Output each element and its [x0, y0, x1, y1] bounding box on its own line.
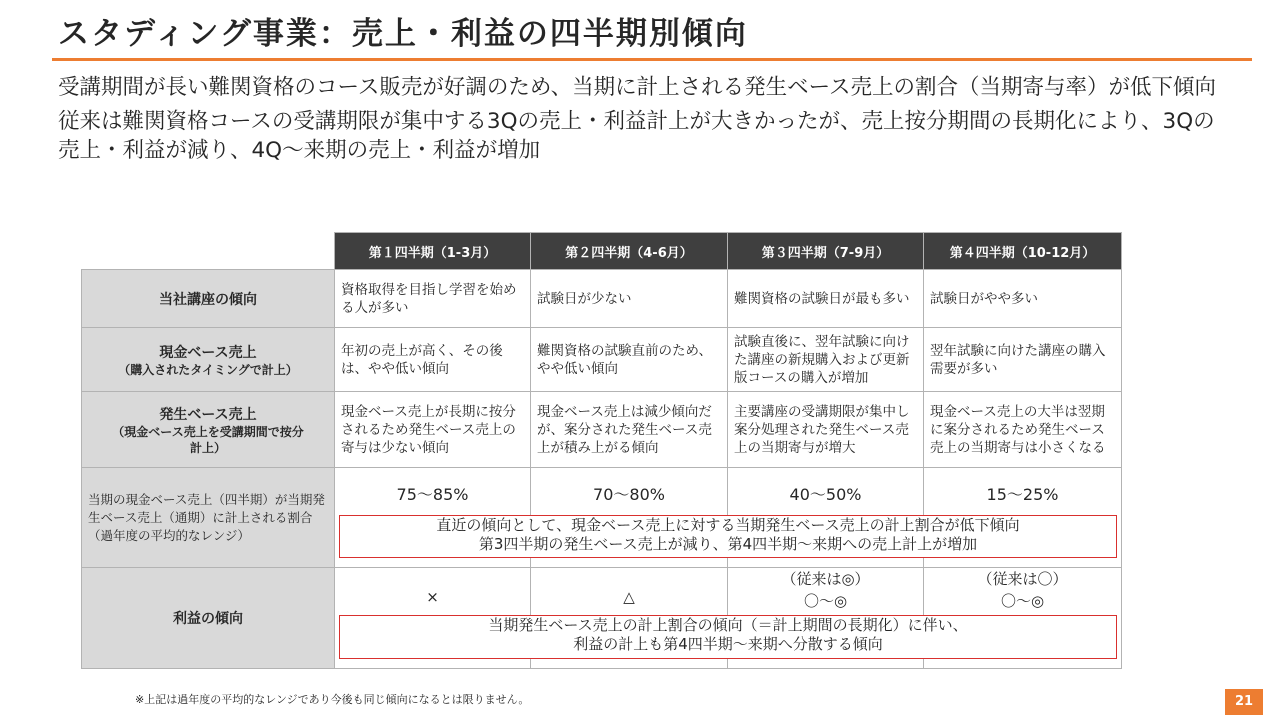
title-divider	[52, 58, 1252, 61]
row-label-accrual-title: 発生ベース売上	[159, 406, 257, 423]
column-header-q1: 第１四半期（1-3月）	[335, 233, 531, 270]
cash-q2: 難関資格の試験直前のため、やや低い傾向	[531, 328, 728, 392]
cash-q3: 試験直後に、翌年試験に向けた講座の新規購入および更新版コースの購入が増加	[728, 328, 924, 392]
table-row	[82, 328, 1122, 392]
cash-q1: 年初の売上が高く、その後は、やや低い傾向	[335, 328, 531, 392]
quarterly-trend-table	[81, 232, 1122, 669]
ratio-q1: 75～85%	[335, 468, 531, 568]
ratio-callout	[339, 515, 1117, 558]
cash-q4: 翌年試験に向けた講座の購入需要が多い	[924, 328, 1122, 392]
summary-text	[58, 73, 1228, 170]
table-row	[82, 270, 1122, 328]
profit-callout-line-1: 当期発生ベース売上の計上割合の傾向（＝計上期間の長期化）に伴い、	[488, 616, 968, 634]
page-title: スタディング事業：売上・利益の四半期別傾向	[58, 16, 748, 52]
profit-q1: ×	[335, 568, 531, 669]
table-row	[82, 392, 1122, 468]
profit-q4-previous: （従来は〇）	[977, 570, 1068, 588]
accrual-q2: 現金ベース売上は減少傾向だが、案分された発生ベース売上が積み上がる傾向	[531, 392, 728, 468]
profit-callout	[339, 615, 1117, 659]
trend-q3: 難関資格の試験日が最も多い	[728, 270, 924, 328]
column-header-q3: 第３四半期（7-9月）	[728, 233, 924, 270]
accrual-q4: 現金ベース売上の大半は翌期に案分されるため発生ベース売上の当期寄与は小さくなる	[924, 392, 1122, 468]
row-label-cash-sub: （購入されたタイミングで計上）	[118, 362, 298, 377]
ratio-q3: 40～50%	[728, 468, 924, 568]
ratio-q2: 70～80%	[531, 468, 728, 568]
summary-paragraph-1: 受講期間が長い難関資格のコース販売が好調のため、当期に計上される発生ベース売上の割合（当期寄与率）が低下傾向	[58, 75, 1216, 100]
ratio-callout-line-2: 第3四半期の発生ベース売上が減り、第4四半期～来期への売上計上が増加	[478, 535, 978, 553]
column-header-q2: 第２四半期（4-6月）	[531, 233, 728, 270]
accrual-q1: 現金ベース売上が長期に按分されるため発生ベース売上の寄与は少ない傾向	[335, 392, 531, 468]
trend-q2: 試験日が少ない	[531, 270, 728, 328]
table-corner	[82, 233, 335, 270]
profit-callout-line-2: 利益の計上も第4四半期～来期へ分散する傾向	[573, 635, 883, 653]
profit-q2: △	[531, 568, 728, 669]
profit-q4-current: 〇～◎	[1000, 592, 1045, 610]
accrual-q3: 主要講座の受講期限が集中し案分処理された発生ベース売上の当期寄与が増大	[728, 392, 924, 468]
trend-q1: 資格取得を目指し学習を始める人が多い	[335, 270, 531, 328]
summary-paragraph-2: 従来は難関資格コースの受講期限が集中する3Qの売上・利益計上が大きかったが、売上按分期間の長期化により、3Qの売上・利益が減り、4Q～来期の売上・利益が増加	[58, 109, 1215, 163]
trend-q4: 試験日がやや多い	[924, 270, 1122, 328]
profit-q3-current: 〇～◎	[803, 592, 848, 610]
row-label-cash-title: 現金ベース売上	[159, 344, 257, 361]
row-label-accrual	[82, 392, 335, 468]
page-number: 21	[1225, 689, 1263, 715]
table-header-row	[82, 233, 1122, 270]
row-label-profit: 利益の傾向	[82, 568, 335, 669]
row-label-ratio: 当期の現金ベース売上（四半期）が当期発生ベース売上（通期）に計上される割合（過年度の平均的なレンジ）	[82, 468, 335, 568]
row-label-accrual-sub: （現金ベース売上を受講期間で按分計上）	[112, 424, 304, 455]
ratio-callout-line-1: 直近の傾向として、現金ベース売上に対する当期発生ベース売上の計上割合が低下傾向	[436, 516, 1020, 534]
row-label-cash	[82, 328, 335, 392]
ratio-q4: 15～25%	[924, 468, 1122, 568]
footnote: ※上記は過年度の平均的なレンジであり今後も同じ傾向になるとは限りません。	[135, 693, 530, 706]
column-header-q4: 第４四半期（10-12月）	[924, 233, 1122, 270]
profit-q3-previous: （従来は◎）	[781, 570, 870, 588]
row-label-trend: 当社講座の傾向	[82, 270, 335, 328]
